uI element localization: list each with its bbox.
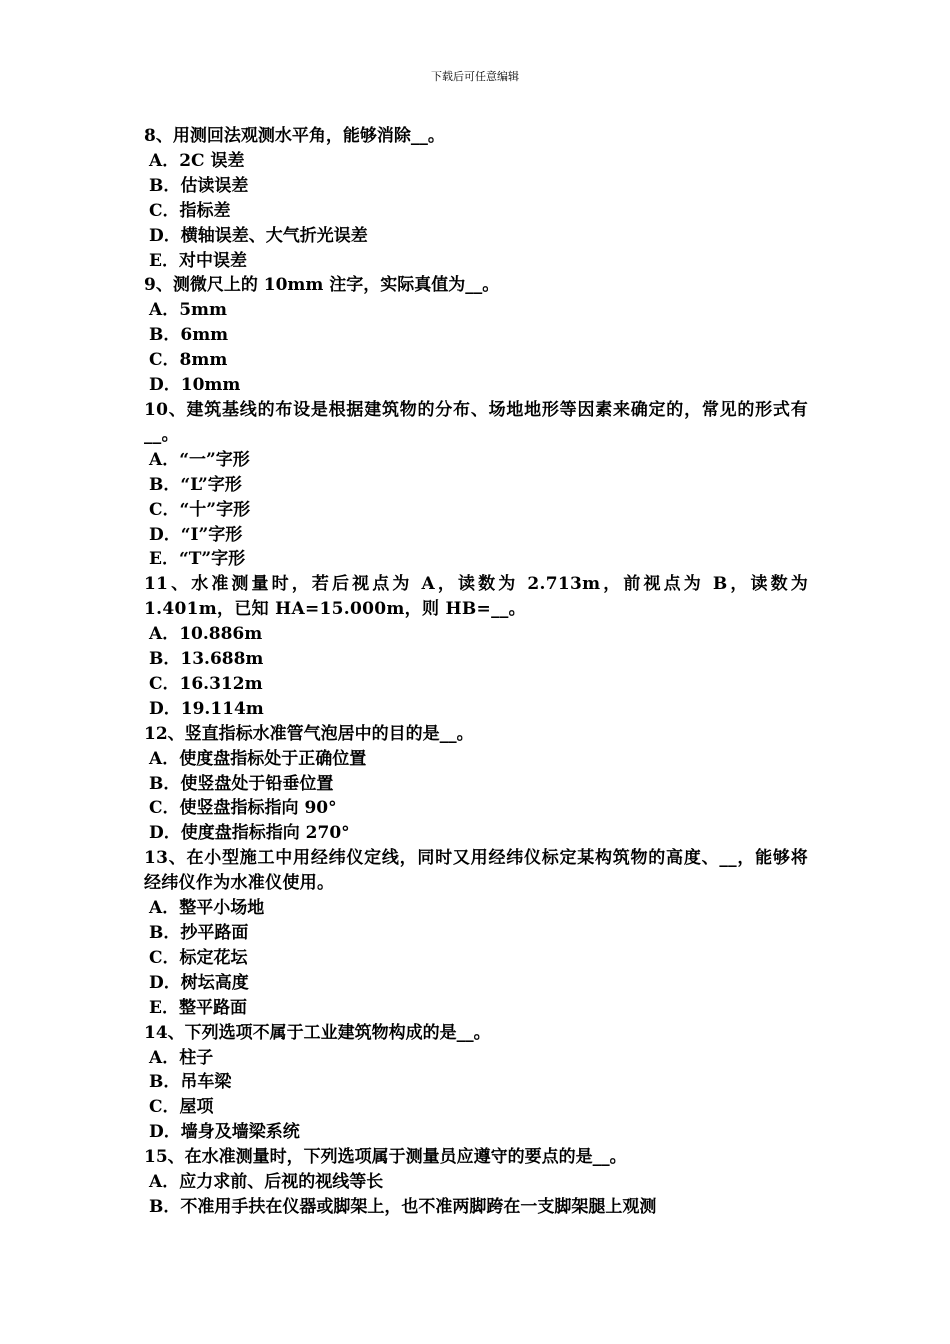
option-c: C．16.312m [149, 673, 263, 694]
option-b: B．吊车梁 [149, 1072, 232, 1093]
option-b: B．不准用手扶在仪器或脚架上，也不准两脚跨在一支脚架腿上观测 [149, 1196, 657, 1217]
option-a: A．“一”字形 [149, 449, 250, 470]
question-10 [144, 398, 808, 572]
question-15 [144, 1145, 808, 1220]
question-stem: 8、用测回法观测水平角，能够消除__。 [144, 126, 445, 146]
option-a: A．使度盘指标处于正确位置 [149, 748, 367, 769]
question-stem: 15、在水准测量时，下列选项属于测量员应遵守的要点的是__。 [144, 1147, 627, 1168]
question-stem: 13、在小型施工中用经纬仪定线，同时又用经纬仪标定某构筑物的高度、__，能够将经纬仪作为水准仪使用。 [144, 848, 808, 894]
option-c: C．标定花坛 [149, 947, 248, 968]
option-b: B．“L”字形 [149, 474, 242, 495]
question-8 [144, 124, 808, 273]
question-stem: 12、竖直指标水准管气泡居中的目的是__。 [144, 723, 474, 744]
option-d: D．树坛高度 [149, 972, 249, 993]
option-c: C．指标差 [149, 200, 231, 221]
question-13 [144, 846, 808, 1020]
question-9 [144, 273, 808, 398]
question-list [144, 124, 808, 1220]
question-stem: 10、建筑基线的布设是根据建筑物的分布、场地地形等因素来确定的，常见的形式有__。 [144, 399, 808, 445]
option-b: B．13.688m [149, 649, 264, 670]
option-c: C．屋项 [149, 1097, 214, 1118]
option-a: A．5mm [149, 300, 227, 321]
question-14 [144, 1021, 808, 1146]
option-c: C．使竖盘指标指向 90° [149, 798, 337, 819]
question-stem: 11、水准测量时，若后视点为 A，读数为 2.713m，前视点为 B，读数为 1.401m，已知 HA=15.000m，则 HB=__。 [144, 574, 808, 620]
page-header: 下载后可任意编辑 [431, 70, 519, 83]
option-e: E．整平路面 [149, 997, 247, 1018]
option-a: A．应力求前、后视的视线等长 [149, 1172, 384, 1193]
option-b: B．使竖盘处于铅垂位置 [149, 773, 334, 794]
option-a: A．2C 误差 [149, 150, 245, 171]
option-a: A．10.886m [149, 624, 263, 645]
option-d: D．10mm [149, 375, 241, 396]
option-d: D．19.114m [149, 698, 264, 719]
option-a: A．整平小场地 [149, 898, 265, 919]
option-b: B．抄平路面 [149, 923, 249, 943]
question-stem: 14、下列选项不属于工业建筑物构成的是__。 [144, 1022, 491, 1043]
option-c: C．“十”字形 [149, 499, 251, 520]
option-b: B．估读误差 [149, 175, 249, 196]
option-e: E．对中误差 [149, 250, 247, 271]
question-11 [144, 572, 808, 721]
option-a: A．柱子 [149, 1047, 214, 1068]
option-c: C．8mm [149, 350, 228, 371]
option-d: D．横轴误差、大气折光误差 [149, 225, 368, 246]
option-d: D．使度盘指标指向 270° [149, 823, 350, 844]
question-12 [144, 722, 808, 847]
option-e: E．“T”字形 [149, 549, 246, 570]
option-d: D．墙身及墙梁系统 [149, 1122, 300, 1143]
question-stem: 9、测微尺上的 10mm 注字，实际真值为__。 [144, 275, 500, 296]
option-d: D．“I”字形 [149, 524, 243, 545]
option-b: B．6mm [149, 325, 229, 346]
